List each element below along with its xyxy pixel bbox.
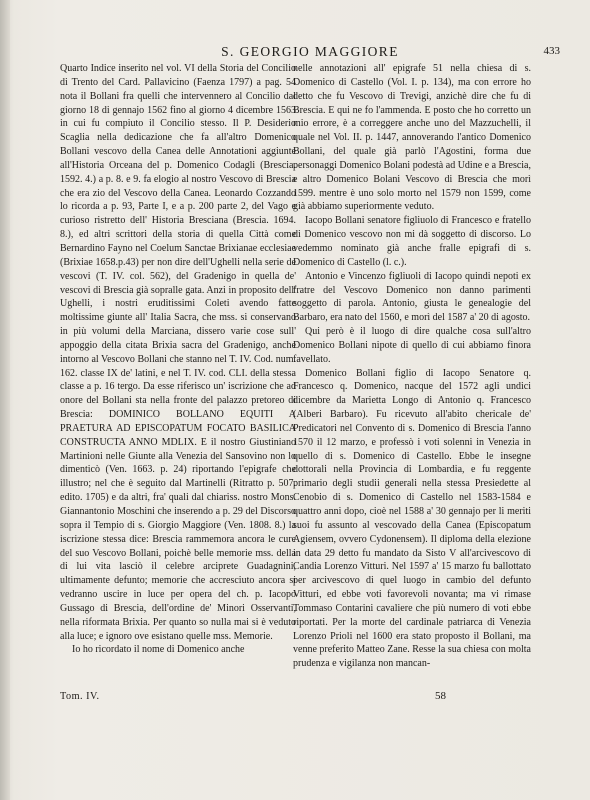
right-paragraph-3: Antonio e Vincenzo figliuoli di Iacopo quindi nepoti ex fratre del Vescovo Domenico non danno parimenti soggetto di parola. Antonio, giusta le genealogie del Barbaro, era nato del 1560, e morì del 1587 a' 20 di agosto. bbox=[293, 270, 531, 324]
signature-mark: 58 bbox=[435, 690, 446, 702]
left-column bbox=[60, 62, 296, 657]
book-gutter-shadow bbox=[0, 0, 10, 800]
right-paragraph-5: Domenico Bollani figlio di Iacopo Senatore q. Francesco q. Domenico, nacque del 1572 agli undici dicembre da Marietta Longo di Antonio q. Francesco (Alberi Barbaro). Fu ricevuto all'abito chericale de' Predicatori nel Convento di s. Domenico di Brescia l'anno 1570 il 12 marzo, e professò i voti solenni in Venezia in quello di s. Domenico di Castello. Ebbe le insegne dottorali nella Provincia di Lombardia, e fu reggente primario degli studii generali nella stessa Presiedette al Cenobio di s. Domenico di Castello nel 1583-1584 e quattro anni dopo, cioè nel 1588 a' 30 gennajo per li meriti suoi fu assunto al vescovado della Canea (Episcopatum Agiensem, ovvero Cydonensem). Il diploma della elezione in data 29 detto fu mandato da Sisto V all'arcivescovo di Candia Lorenzo Vitturi. Nel 1597 a' 15 marzo fu ballottato per arcivescovo di quel luogo in cambio del defunto Vitturi, ed ebbe voti favorevoli novanta; ma vi rimase Tommaso Contarini cavaliere che più numero di voti ebbe riportati. Per la morte del cardinale patriarca di Venezia Lorenzo Prioli nel 1600 era stato proposto il Bollani, ma venne preferito Matteo Zane. Resse la sua chiesa con molta prudenza e vigilanza non mancan- bbox=[293, 367, 531, 670]
right-paragraph-2: Iacopo Bollani senatore figliuolo di Francesco e fratello di Domenico vescovo non mi dà soggetto di discorso. Lo vedemmo nominato già anche fralle epigrafi di s. Domenico di Castello (l. c.). bbox=[293, 215, 531, 268]
footer-volume bbox=[60, 690, 296, 704]
page-header bbox=[60, 44, 560, 62]
right-paragraph-4: Qui però è il luogo di dire qualche cosa sull'altro Domenico Bollani nipote di quello di cui abbiamo finora favellato. bbox=[293, 326, 531, 365]
volume-label: Tom. IV. bbox=[60, 691, 100, 702]
right-column bbox=[293, 62, 531, 671]
page-number: 433 bbox=[543, 45, 560, 57]
right-paragraph-1: nelle annotazioni all' epigrafe 51 nella chiesa di s. Domenico di Castello (Vol. I. p. 134), ma con errore ho detto che fu Vescovo di Trevigi, anzichè dire che fu di Brescia. E qui ne fo l'ammenda. E posto che ho corretto un mio errore, è a correggere anche uno del Mazzuchelli, il quale nel Vol. II. p. 1447, annoverando l'antico Domenico Bollani, del quale già parlò l'Agostini, forma due personaggi Domenico Bolani podestà ad Udine e a Brescia, e altro Domenico Bolani Vescovo di Brescia che morì 1599. mentre è uno solo morto nel 1579 non 1599, come già abbiamo superiormente veduto. bbox=[293, 63, 531, 213]
running-title: S. GEORGIO MAGGIORE bbox=[221, 44, 399, 59]
left-last-line: Io ho ricordato il nome di Domenico anche bbox=[72, 644, 245, 656]
left-paragraph-1: Quarto Indice inserito nel vol. VI della Storia del Concilio di Trento del Card. Pallavicino (Faenza 1797) a pag. 54 nota il Bollani fra quelli che intervennero al Concilio dal giorno 18 di gennajo 1562 fino al giorno 4 dicembre 1563 in cui fu compiuto il Concilio stesso. Il P. Desiderio Scaglia nella dedicazione che fa all'altro Domenico Bollani vescovo della Canea delle Annotationi aggiunte all'Historia Orceana del p. Domenico Codagli (Brescia. 1592. 4.) a p. 8. e 9. fa elogio al nostro Vescovo di Brescia che era zio del Vescovo della Canea. Leonardo Cozzando lo ricorda a p. 93, Parte I, e a p. 200 parte 2, del Vago e curioso ristretto dell' Historia Bresciana (Brescia. 1694. 8.), ed altri scrittori della storia di quella Città come Bernardino Fayno nel Coelum Sanctae Brixianae ecclesiae (Brixiae 1658.p.43) per non dire dell'Ughelli nella serie de vescovi (T. IV. col. 562), del Gradenigo in quella de' vescovi di Brescia già sopralle gata. Anzi in proposito dell' Ughelli, i nostri eruditissimi Coleti avendo fatte moltissime giunte all' Italia Sacra, che mss. si conservano in più volumi della Marciana, dissero varie cose sull' appoggio della citata Brixia sacra del Gradenigo, anche intorno al Vescovo Bollani che stanno nel T. IV. Cod. num. 162. classe IX de' latini, e nel T. IV. cod. CLI. della stessa classe a p. 16 tergo. Da esse riferisco un' iscrizione che ad onore del Bollani sta nella fronte del palazzo pretoreo di Brescia: DOMINICO BOLLANO EQUITI A PRAETURA AD EPISCOPATUM FOCATO BASILICA CONSTRUCTA ANNO MDLIX. E il nostro Giustiniano Martinioni nelle Giunte alla Venezia del Sansovino non lo dimenticò (Ven. 1663. p. 24) riportando l'epigrafe che illustro; nel che è seguito dal Martinelli (Ritratto p. 507. edito. 1705) e da altri, fra' quali dal chiariss. nostro Mons. Giannantonio Moschini che inserendo a p. 29 del Discorso sopra il Tempio di s. Giorgio Maggiore (Ven. 1808. 8.) la iscrizione stessa dice: Brescia rammemora ancora le cure del suo Vescovo Bollani, poichè belle memorie mss. della di lui vita lasciò il celebre arciprete Guadagnini, ultimamente defunto; memorie che accresciuto ancora si vedranno uscire in luce per opera del ch. p. Iacopo Gussago di Brescia, dell'ordine de' Minori Osservanti, nella riformata Brixia. Per quanto so nulla mai si è veduto alla luce; e ignoro ove esistano quelle mss. Memorie. bbox=[60, 63, 296, 642]
